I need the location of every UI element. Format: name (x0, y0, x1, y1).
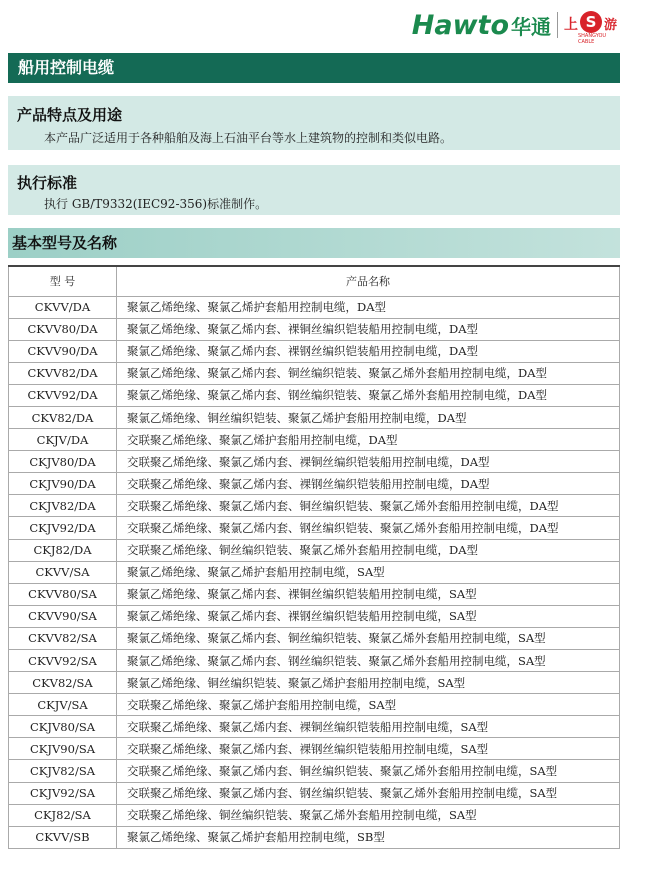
model-name: 交联聚乙烯绝缘、聚氯乙烯护套船用控制电缆，SA型 (117, 694, 620, 716)
model-code: CKVV80/SA (9, 583, 117, 605)
model-code: CKVV80/DA (9, 318, 117, 340)
model-name: 交联聚乙烯绝缘、聚氯乙烯内套、裸钢丝编织铠装船用控制电缆，SA型 (117, 738, 620, 760)
models-heading: 基本型号及名称 (8, 228, 620, 258)
logo-brand-text: Hawto (411, 9, 509, 41)
model-name: 聚氯乙烯绝缘、聚氯乙烯内套、铜丝编织铠装、聚氯乙烯外套船用控制电缆，SA型 (117, 627, 620, 649)
model-name: 聚氯乙烯绝缘、聚氯乙烯护套船用控制电缆，DA型 (117, 296, 620, 318)
table-row (9, 561, 620, 583)
table-row (9, 495, 620, 517)
model-code: CKVV/DA (9, 296, 117, 318)
model-name: 聚氯乙烯绝缘、聚氯乙烯内套、裸铜丝编织铠装船用控制电缆，SA型 (117, 583, 620, 605)
model-code: CKJV82/DA (9, 495, 117, 517)
model-code: CKJV92/DA (9, 517, 117, 539)
table-row (9, 384, 620, 406)
table-row (9, 716, 620, 738)
model-code: CKJV/SA (9, 694, 117, 716)
partner-logo-icon (564, 10, 620, 45)
table-row (9, 804, 620, 826)
features-section (8, 96, 620, 150)
model-name: 聚氯乙烯绝缘、聚氯乙烯内套、裸铜丝编织铠装船用控制电缆，DA型 (117, 318, 620, 340)
model-name: 交联聚乙烯绝缘、聚氯乙烯内套、裸铜丝编织铠装船用控制电缆，SA型 (117, 716, 620, 738)
table-row (9, 605, 620, 627)
page-title: 船用控制电缆 (8, 53, 620, 83)
model-code: CKV82/DA (9, 406, 117, 428)
model-name: 交联聚乙烯绝缘、聚氯乙烯内套、钢丝编织铠装、聚氯乙烯外套船用控制电缆，DA型 (117, 517, 620, 539)
table-row (9, 738, 620, 760)
table-row (9, 826, 620, 848)
column-header-name: 产品名称 (117, 266, 620, 296)
partner-logo-tagline: SHANGYOU CABLE (578, 33, 607, 45)
table-header-row (9, 266, 620, 296)
table-row (9, 650, 620, 672)
model-name: 交联聚乙烯绝缘、聚氯乙烯护套船用控制电缆，DA型 (117, 429, 620, 451)
model-name: 交联聚乙烯绝缘、铜丝编织铠装、聚氯乙烯外套船用控制电缆，SA型 (117, 804, 620, 826)
table-row (9, 429, 620, 451)
model-code: CKVV92/DA (9, 384, 117, 406)
features-heading: 产品特点及用途 (17, 106, 123, 124)
table-row (9, 760, 620, 782)
logo-divider (557, 12, 558, 38)
model-code: CKJ82/SA (9, 804, 117, 826)
table-row (9, 627, 620, 649)
model-code: CKV82/SA (9, 672, 117, 694)
table-row (9, 782, 620, 804)
model-name: 聚氯乙烯绝缘、聚氯乙烯内套、钢丝编织铠装、聚氯乙烯外套船用控制电缆，DA型 (117, 384, 620, 406)
model-code: CKJ82/DA (9, 539, 117, 561)
model-name: 交联聚乙烯绝缘、聚氯乙烯内套、裸铜丝编织铠装船用控制电缆，DA型 (117, 451, 620, 473)
model-code: CKVV90/SA (9, 605, 117, 627)
table-row (9, 318, 620, 340)
table-row (9, 362, 620, 384)
model-code: CKJV80/DA (9, 451, 117, 473)
brand-logo (411, 8, 620, 45)
table-row (9, 694, 620, 716)
model-name: 聚氯乙烯绝缘、铜丝编织铠装、聚氯乙烯护套船用控制电缆，SA型 (117, 672, 620, 694)
model-code: CKVV/SA (9, 561, 117, 583)
partner-logo-right: 游 (604, 18, 618, 33)
model-code: CKJV90/SA (9, 738, 117, 760)
partner-logo-left: 上 (564, 17, 578, 33)
partner-logo-mark: S (580, 11, 602, 33)
model-name: 聚氯乙烯绝缘、聚氯乙烯护套船用控制电缆，SA型 (117, 561, 620, 583)
model-code: CKJV82/SA (9, 760, 117, 782)
model-name: 交联聚乙烯绝缘、聚氯乙烯内套、钢丝编织铠装、聚氯乙烯外套船用控制电缆，SA型 (117, 782, 620, 804)
model-name: 交联聚乙烯绝缘、聚氯乙烯内套、铜丝编织铠装、聚氯乙烯外套船用控制电缆，DA型 (117, 495, 620, 517)
table-row (9, 583, 620, 605)
table-row (9, 451, 620, 473)
models-table (8, 265, 620, 849)
column-header-code: 型 号 (9, 266, 117, 296)
model-code: CKJV80/SA (9, 716, 117, 738)
features-text: 本产品广泛适用于各种船舶及海上石油平台等水上建筑物的控制和类似电路。 (44, 131, 453, 145)
standard-heading: 执行标准 (17, 174, 78, 192)
model-name: 聚氯乙烯绝缘、聚氯乙烯内套、裸钢丝编织铠装船用控制电缆，DA型 (117, 340, 620, 362)
table-row (9, 517, 620, 539)
model-code: CKJV/DA (9, 429, 117, 451)
model-name: 聚氯乙烯绝缘、聚氯乙烯内套、裸钢丝编织铠装船用控制电缆，SA型 (117, 605, 620, 627)
model-name: 聚氯乙烯绝缘、聚氯乙烯内套、铜丝编织铠装、聚氯乙烯外套船用控制电缆，DA型 (117, 362, 620, 384)
table-row (9, 296, 620, 318)
model-name: 交联聚乙烯绝缘、聚氯乙烯内套、铜丝编织铠装、聚氯乙烯外套船用控制电缆，SA型 (117, 760, 620, 782)
model-code: CKVV/SB (9, 826, 117, 848)
model-name: 聚氯乙烯绝缘、聚氯乙烯内套、钢丝编织铠装、聚氯乙烯外套船用控制电缆，SA型 (117, 650, 620, 672)
table-row (9, 340, 620, 362)
table-row (9, 473, 620, 495)
table-row (9, 406, 620, 428)
model-code: CKVV82/SA (9, 627, 117, 649)
model-name: 聚氯乙烯绝缘、铜丝编织铠装、聚氯乙烯护套船用控制电缆，DA型 (117, 406, 620, 428)
model-code: CKJV92/SA (9, 782, 117, 804)
logo-brand-cn: 华通 (511, 14, 551, 39)
standard-text: 执行 GB/T9332(IEC92-356)标准制作。 (44, 197, 268, 211)
model-name: 交联聚乙烯绝缘、铜丝编织铠装、聚氯乙烯外套船用控制电缆，DA型 (117, 539, 620, 561)
table-row (9, 672, 620, 694)
standard-section (8, 165, 620, 215)
model-code: CKJV90/DA (9, 473, 117, 495)
model-name: 聚氯乙烯绝缘、聚氯乙烯护套船用控制电缆，SB型 (117, 826, 620, 848)
table-row (9, 539, 620, 561)
model-code: CKVV90/DA (9, 340, 117, 362)
model-name: 交联聚乙烯绝缘、聚氯乙烯内套、裸钢丝编织铠装船用控制电缆，DA型 (117, 473, 620, 495)
model-code: CKVV92/SA (9, 650, 117, 672)
model-code: CKVV82/DA (9, 362, 117, 384)
table-body (9, 296, 620, 848)
